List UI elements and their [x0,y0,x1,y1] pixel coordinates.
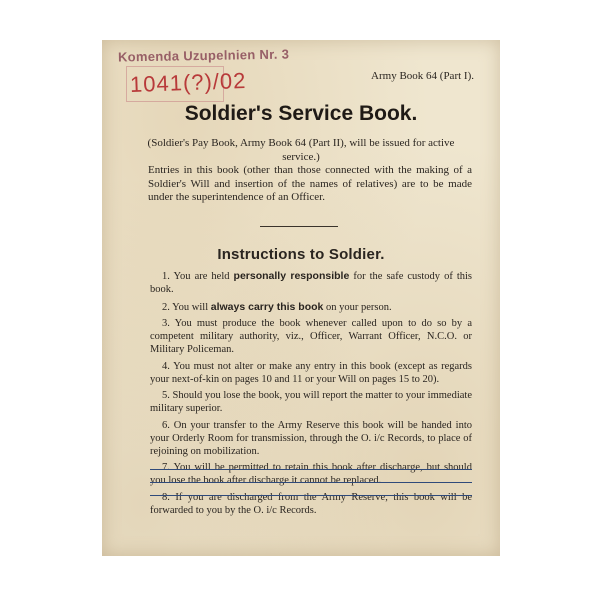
instruction-number: 4. [162,360,170,372]
intro-paragraph: Entries in this book (other than those connected with the making of a Soldier's Will and insertion of the names of relatives) are to be made under the superintendence of an Officer. [148,164,472,203]
instruction-item [150,318,472,356]
instruction-text: You must produce the book whenever called upon to do so by a competent military authority, viz., Officer, Warrant Officer, N.C.O. or Military Policeman. [150,318,472,355]
instruction-text: Should you lose the book, you will report the matter to your immediate military superior. [150,390,472,415]
strikethrough-line [150,482,472,483]
instruction-text: You are held [173,271,230,282]
service-book-page [102,40,500,556]
army-book-reference: Army Book 64 (Part I). [371,70,474,82]
instruction-text: for the safe custody of this book. [150,271,473,295]
instruction-number: 6. [162,419,170,431]
subtitle: (Soldier's Pay Book, Army Book 64 (Part II), will be issued for active service.) [147,137,455,163]
divider [260,226,338,227]
instruction-item [150,270,472,297]
unit-stamp: Komenda Uzupelnien Nr. 3 [117,46,290,65]
instruction-item [150,361,472,387]
instruction-text: You will [172,301,209,313]
instruction-item-struck [150,462,472,488]
strikethrough-line [150,469,472,470]
instructions-heading: Instructions to Soldier. [217,246,385,263]
instructions-list [150,270,472,522]
instruction-number: 3. [162,318,170,330]
instruction-emphasis: always carry this book [210,300,324,313]
instruction-number: 2. [162,301,170,313]
instruction-number: 5. [162,390,170,402]
instruction-item [150,420,472,458]
instruction-number: 7. [162,462,170,474]
instruction-number: 8. [162,491,170,503]
page-title: Soldier's Service Book. [184,102,418,125]
instruction-text: You must not alter or make any entry in this book (except as regards your next-of-kin on pages 10 and 11 or your Will on pages 15 to 20). [150,360,472,385]
instruction-text: If you are discharged from the Army Reserve, this book will be forwarded to you by the O. i/c Records. [150,491,472,516]
instruction-item [150,390,472,416]
instruction-text: on your person. [326,301,392,313]
strikethrough-line [150,495,472,496]
instruction-number: 1. [162,271,170,282]
instruction-text: You will be permitted to retain this book after discharge, but should you lose the book after discharge it cannot be replaced. [150,462,472,487]
instruction-item [150,301,472,315]
serial-number: 1041(?)/02 [129,67,247,98]
instruction-emphasis: personally responsible [233,270,350,282]
instruction-text: On your transfer to the Army Reserve this book will be handed into your Orderly Room for transmission, through the O. i/c Records, to place of rejoining on mobilization. [150,419,472,457]
